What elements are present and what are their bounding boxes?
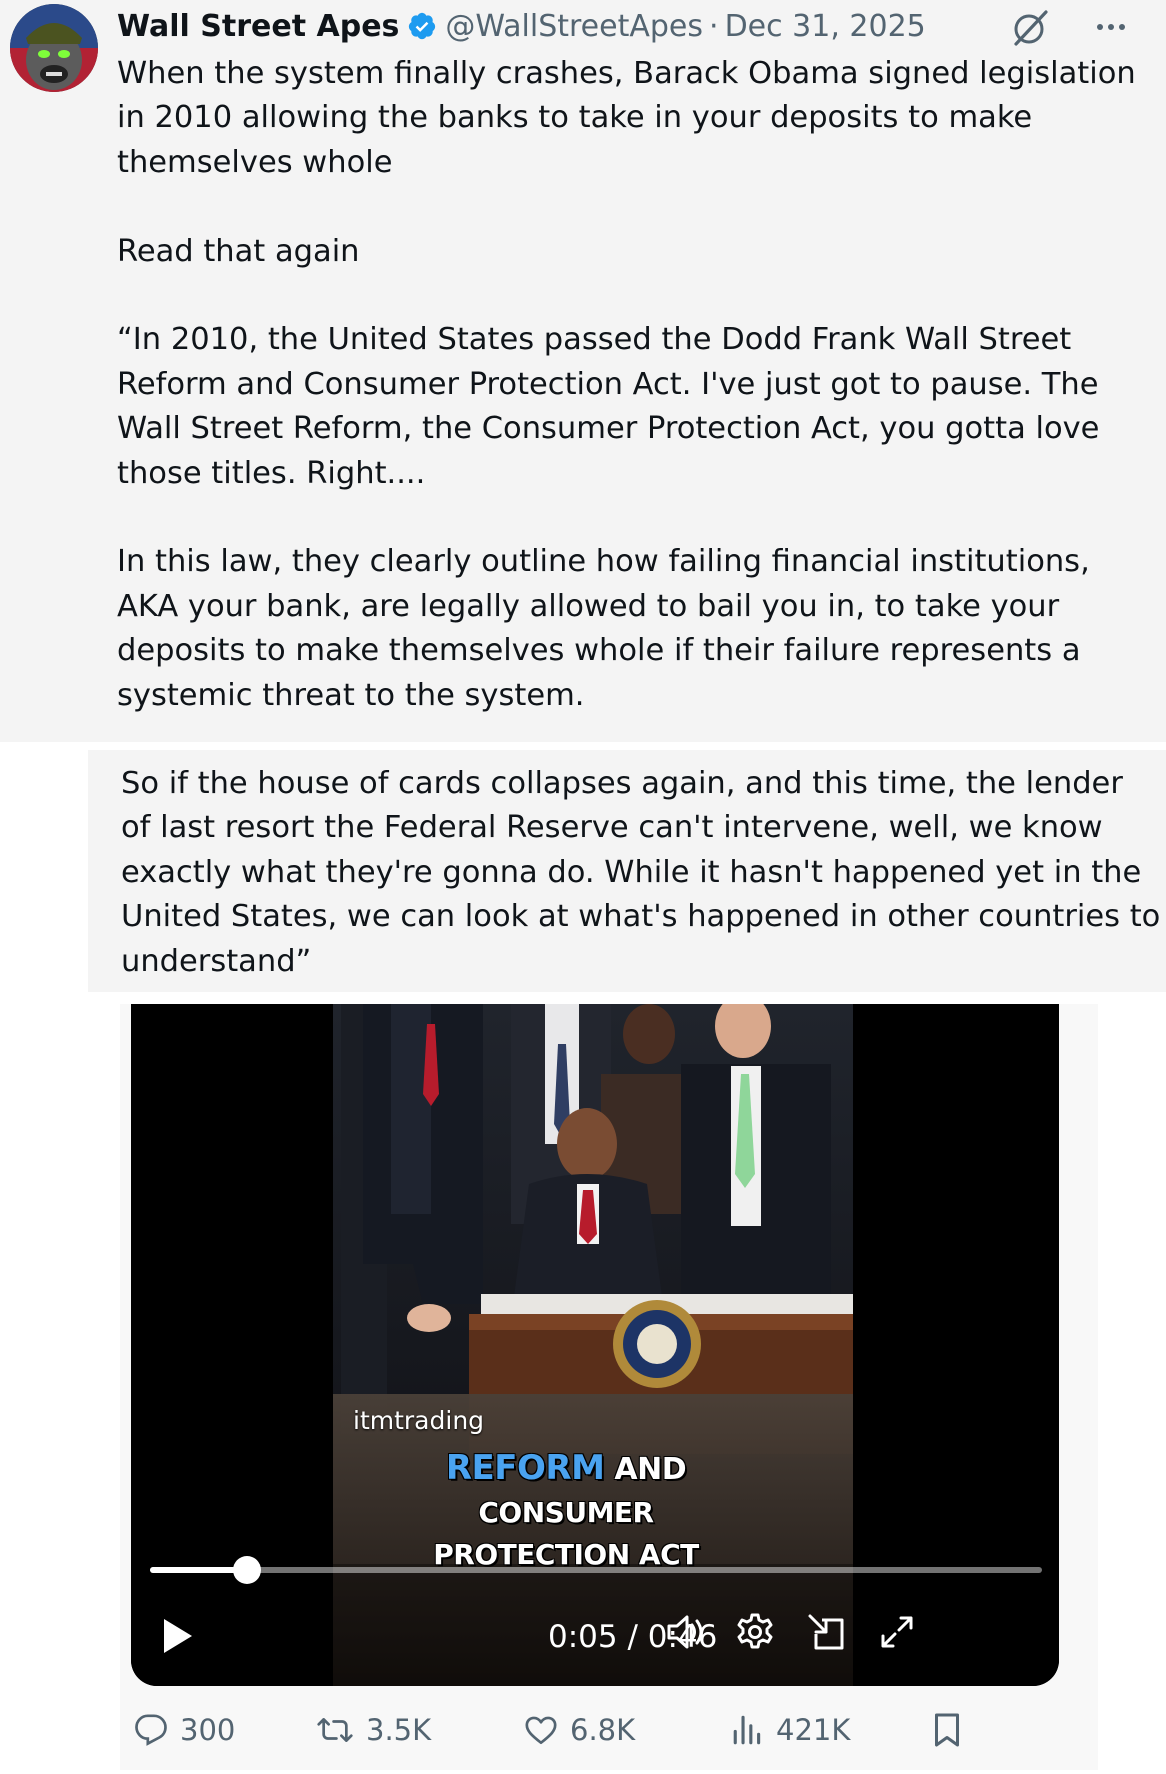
play-icon[interactable]	[161, 1616, 195, 1660]
post-header	[117, 6, 1150, 46]
video-progress-bar[interactable]	[150, 1567, 1042, 1573]
repost-count: 3.5K	[366, 1713, 432, 1747]
reply-button[interactable]	[134, 1690, 235, 1770]
video-watermark: itmtrading	[353, 1406, 485, 1435]
post-paragraph: When the system finally crashes, Barack Obama signed legislation in 2010 allowing the banks to take in your deposits to make themselves whole	[117, 56, 1136, 180]
post-text	[117, 52, 1147, 718]
like-button[interactable]	[524, 1690, 635, 1770]
post-paragraph: Read that again	[117, 233, 360, 269]
verified-badge-icon[interactable]	[407, 11, 437, 41]
caption-line: PROTECTION ACT	[433, 1538, 699, 1571]
picture-in-picture-icon[interactable]	[806, 1612, 846, 1656]
repost-icon	[316, 1713, 354, 1747]
repost-button[interactable]	[316, 1690, 431, 1770]
post-paragraph: In this law, they clearly outline how failing financial institutions, AKA your bank, are legally allowed to bail you in, to take your deposits to make themselves whole if their failure represents a systemic threat to the system.	[117, 544, 1090, 713]
views-icon	[732, 1713, 764, 1747]
post-paragraph: So if the house of cards collapses again, and this time, the lender of last resort the Federal Reserve can't intervene, well, we know exactly what they're gonna do. While it hasn't happened yet in the United States, we can look at what's happened in other countries to understand”	[121, 766, 1161, 979]
post-action-bar	[120, 1690, 1098, 1770]
views-button[interactable]	[732, 1690, 850, 1770]
video-player[interactable]	[131, 1004, 1059, 1686]
caption-line: CONSUMER	[478, 1496, 654, 1529]
view-count: 421K	[776, 1713, 851, 1747]
settings-icon[interactable]	[735, 1612, 775, 1656]
video-current-time: 0:05	[548, 1619, 618, 1655]
fullscreen-icon[interactable]	[877, 1612, 917, 1656]
like-count: 6.8K	[570, 1713, 636, 1747]
post-paragraph: “In 2010, the United States passed the Dodd Frank Wall Street Reform and Consumer Protection Act. I've just got to pause. The Wall Street Reform, the Consumer Protection Act, you gotta love those titles. Right....	[117, 322, 1100, 491]
reply-icon	[134, 1713, 168, 1747]
reply-count: 300	[180, 1713, 236, 1747]
bookmark-button[interactable]	[932, 1690, 974, 1770]
video-caption	[331, 1446, 801, 1576]
video-frame	[131, 1004, 1059, 1686]
post-date[interactable]: Dec 31, 2025	[724, 8, 926, 44]
header-separator: ·	[709, 8, 719, 44]
caption-highlight: REFORM	[445, 1448, 605, 1488]
caption-line: AND	[614, 1452, 687, 1487]
more-icon[interactable]	[1094, 10, 1128, 52]
like-icon	[524, 1713, 558, 1747]
author-avatar[interactable]	[10, 4, 98, 92]
volume-icon[interactable]	[664, 1612, 704, 1656]
author-handle[interactable]: @WallStreetApes	[445, 8, 704, 44]
video-time-separator: /	[617, 1619, 648, 1655]
author-display-name[interactable]: Wall Street Apes	[117, 8, 400, 44]
video-duration: 0:46	[647, 1619, 718, 1655]
grok-icon[interactable]	[1010, 8, 1050, 56]
bookmark-icon	[932, 1712, 962, 1748]
video-scrubber-handle[interactable]	[233, 1556, 261, 1584]
